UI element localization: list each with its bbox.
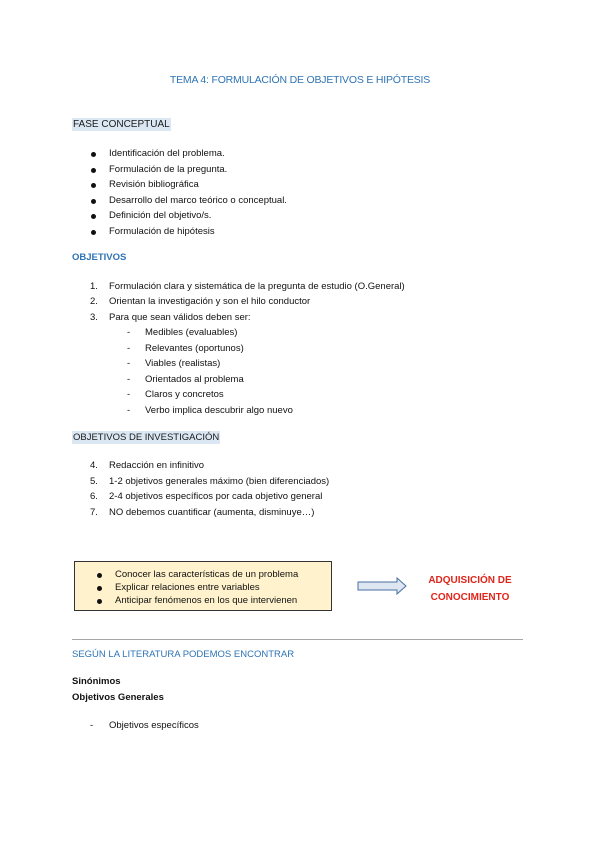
objetivos-generales-label: Objetivos Generales — [72, 692, 164, 703]
bullet-icon — [97, 586, 102, 591]
dash-icon: - — [127, 405, 131, 416]
section-heading-objetivos-investigacion — [72, 432, 220, 443]
literatura-heading: SEGÚN LA LITERATURA PODEMOS ENCONTRAR — [72, 649, 295, 660]
bullet-icon — [91, 214, 96, 219]
objetivos-heading: OBJETIVOS — [72, 252, 127, 263]
dash-icon: - — [127, 343, 131, 354]
dash-icon: - — [127, 358, 131, 369]
bullet-icon — [91, 152, 96, 157]
bullet-icon — [91, 230, 96, 235]
objetivos-investigacion-heading: OBJETIVOS DE INVESTIGACIÓN — [73, 432, 220, 443]
callout-box: Conocer las características de un problema Explicar relaciones entre variables Anticipar fenómenos en los que intervienen — [74, 561, 332, 611]
bullet-icon — [97, 573, 102, 578]
dash-icon: - — [127, 389, 131, 400]
sinonimos-label: Sinónimos — [72, 676, 121, 687]
bullet-icon — [91, 183, 96, 188]
result-text — [420, 572, 520, 606]
dash-icon: - — [127, 374, 131, 385]
fase-conceptual-heading: FASE CONCEPTUAL — [73, 119, 170, 130]
bullet-icon — [97, 599, 102, 604]
bullet-icon — [91, 168, 96, 173]
dash-icon: - — [90, 720, 94, 731]
dash-icon: - — [127, 327, 131, 338]
result-line-2: CONOCIMIENTO — [430, 592, 510, 603]
section-heading-fase-conceptual — [72, 119, 171, 130]
arrow-right-icon — [357, 577, 407, 595]
page-title: TEMA 4: FORMULACIÓN DE OBJETIVOS E HIPÓTESIS — [169, 74, 431, 86]
divider — [72, 639, 523, 640]
bullet-icon — [91, 199, 96, 204]
result-line-1: ADQUISICIÓN DE — [428, 575, 512, 586]
